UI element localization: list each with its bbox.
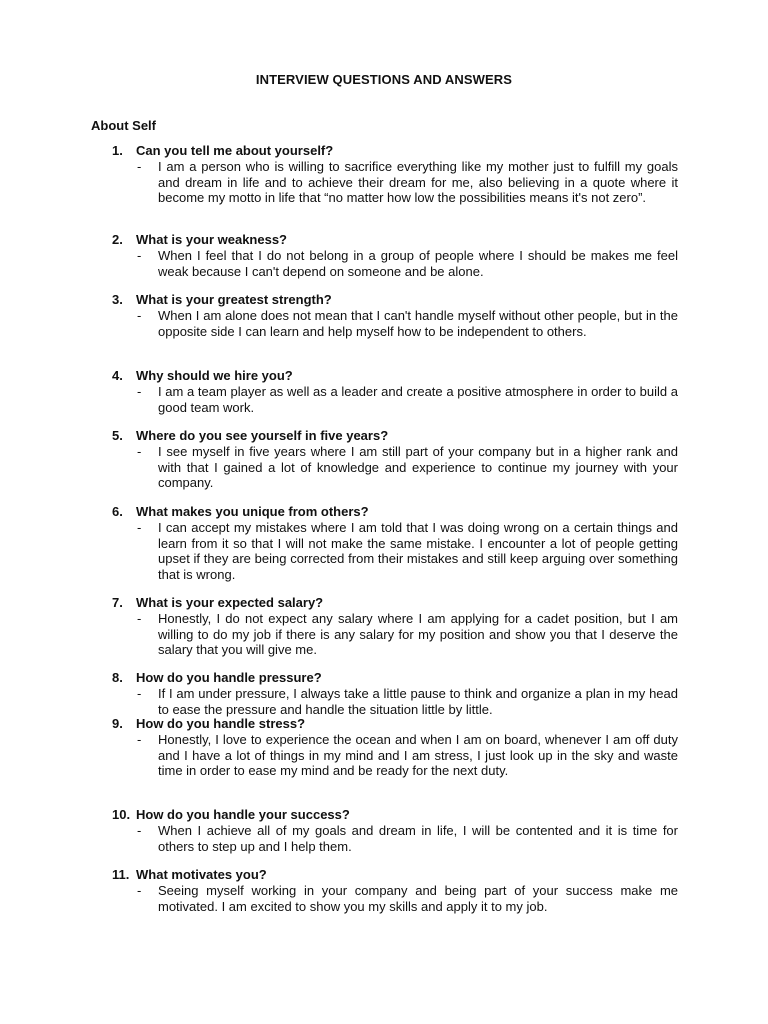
answer-text: I can accept my mistakes where I am told that I was doing wrong on a certain things and learn from it so that I will not make the same mistake. I encounter a lot of people getting upset if they are being corrected from their mistakes and still keep arguing over something that is wrong. (158, 520, 678, 582)
answer-text: I am a person who is willing to sacrifice everything like my mother just to fulfill my goals and dream in life and to achieve their dream for me, also believing in a quote where it become my motto in life that “no matter how low the possibilities means it's not zero”. (158, 159, 678, 206)
answer-text: When I am alone does not mean that I can't handle myself without other people, but in the opposite side I can learn and help myself how to be independent to others. (158, 308, 678, 339)
answer-text: Honestly, I do not expect any salary where I am applying for a cadet position, but I am willing to do my job if there is any salary for my position and show you that I deserve the salary that you will give me. (158, 611, 678, 658)
question-number: 1. (112, 143, 123, 158)
answer-bullet: - (137, 159, 142, 174)
question-number: 10. (112, 807, 131, 822)
answer-text: When I feel that I do not belong in a group of people where I should be makes me feel weak because I can't depend on someone and be alone. (158, 248, 678, 279)
answer-bullet: - (137, 686, 142, 701)
answer-bullet: - (137, 520, 142, 535)
question-number: 9. (112, 716, 123, 731)
answer-text: I am a team player as well as a leader and create a positive atmosphere in order to build a good team work. (158, 384, 678, 415)
question-text: How do you handle stress? (136, 716, 306, 731)
answer-text: I see myself in five years where I am still part of your company but in a higher rank and with that I gained a lot of knowledge and experience to continue my journey with your company. (158, 444, 678, 491)
question-text: What is your weakness? (136, 232, 287, 247)
answer-text: When I achieve all of my goals and dream in life, I will be contented and it is time for others to step up and I help them. (158, 823, 678, 854)
question-number: 2. (112, 232, 123, 247)
answer-text: If I am under pressure, I always take a little pause to think and organize a plan in my head to ease the pressure and handle the situation little by little. (158, 686, 678, 717)
answer-text: Seeing myself working in your company and being part of your success make me motivated. I am excited to show you my skills and apply it to my job. (158, 883, 678, 914)
section-heading: About Self (91, 118, 156, 133)
question-text: What is your greatest strength? (136, 292, 332, 307)
answer-bullet: - (137, 248, 142, 263)
question-number: 7. (112, 595, 123, 610)
answer-text: Honestly, I love to experience the ocean and when I am on board, whenever I am off duty and I have a lot of things in my mind and I am stress, I just look up in the sky and waste time in order to ease my mind and be ready for the next duty. (158, 732, 678, 779)
question-number: 5. (112, 428, 123, 443)
question-number: 6. (112, 504, 123, 519)
question-text: How do you handle your success? (136, 807, 350, 822)
question-number: 8. (112, 670, 123, 685)
question-text: What motivates you? (136, 867, 267, 882)
answer-bullet: - (137, 823, 142, 838)
question-text: Where do you see yourself in five years? (136, 428, 389, 443)
question-text: Why should we hire you? (136, 368, 293, 383)
question-number: 4. (112, 368, 123, 383)
question-number: 11. (112, 867, 130, 882)
answer-bullet: - (137, 611, 142, 626)
question-text: Can you tell me about yourself? (136, 143, 334, 158)
answer-bullet: - (137, 732, 142, 747)
document-title: INTERVIEW QUESTIONS AND ANSWERS (255, 72, 513, 87)
question-number: 3. (112, 292, 123, 307)
question-text: How do you handle pressure? (136, 670, 322, 685)
answer-bullet: - (137, 308, 142, 323)
answer-bullet: - (137, 384, 142, 399)
answer-bullet: - (137, 883, 142, 898)
question-text: What makes you unique from others? (136, 504, 369, 519)
answer-bullet: - (137, 444, 142, 459)
question-text: What is your expected salary? (136, 595, 324, 610)
